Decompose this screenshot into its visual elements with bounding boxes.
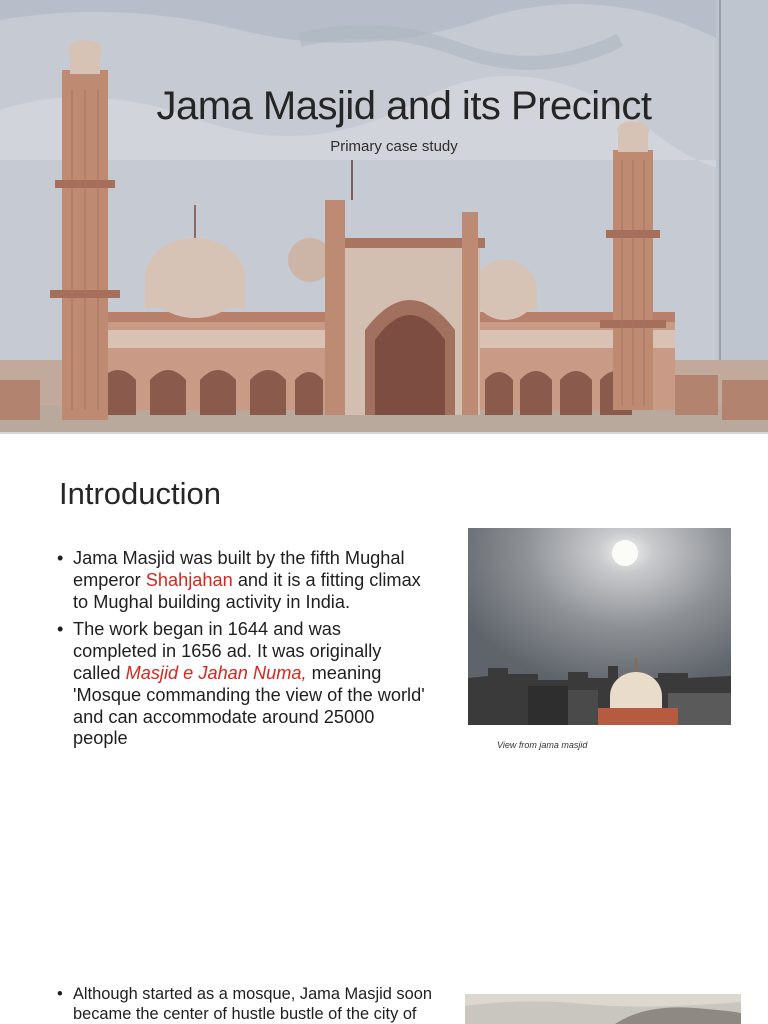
title-slide <box>0 0 768 432</box>
list-item <box>57 619 427 750</box>
list-item <box>57 548 427 613</box>
view-from-jama-masjid-photo <box>468 528 731 725</box>
slide-title: Jama Masjid and its Precinct <box>156 84 652 128</box>
list-item: • Although started as a mosque, Jama Masjid soon became the center of hustle bustle of the city of <box>57 984 457 1024</box>
bullet-text: and it is a fitting climax to Mughal building activity in India. <box>73 569 421 612</box>
bullet-list <box>57 548 427 756</box>
bullet-text: The work began in 1644 and was completed in 1656 ad. It was originally called <box>73 619 382 683</box>
bullet-list <box>57 984 457 1024</box>
bullet-text: meaning 'Mosque commanding the view of the world' and can accommodate around 25000 people <box>73 662 425 749</box>
bullet-text: Jama Masjid was built by the fifth Mughal emperor <box>73 548 405 590</box>
slide3-photo <box>465 994 741 1024</box>
highlight-text: Masjid e Jahan Numa, <box>125 662 307 683</box>
highlight-text: Shahjahan <box>145 569 233 590</box>
section-heading: Introduction <box>59 476 221 511</box>
mosque-background-image <box>0 0 768 432</box>
photo-caption: View from jama masjid <box>497 740 588 750</box>
slide-subtitle: Primary case study <box>330 138 458 155</box>
slide-divider <box>0 432 768 434</box>
